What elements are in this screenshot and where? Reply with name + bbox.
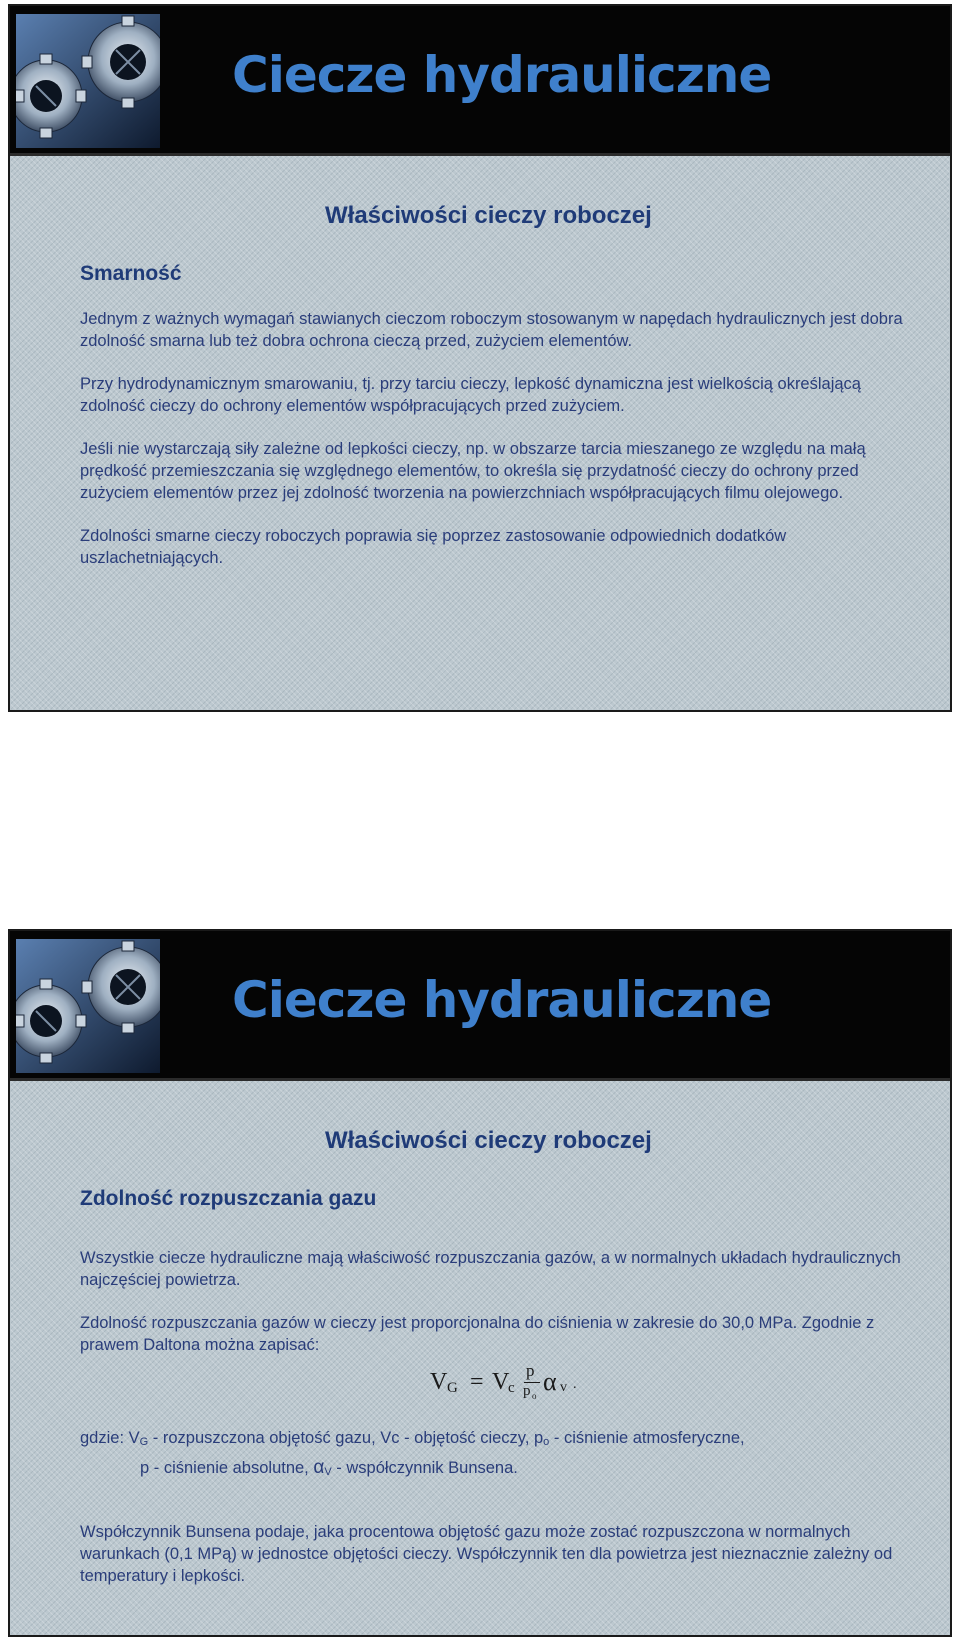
legend-alpha-sub: V <box>324 1466 332 1478</box>
slide-header <box>10 6 950 156</box>
legend-p: p - ciśnienie absolutne, <box>140 1459 314 1477</box>
formula-equals: = <box>470 1369 484 1395</box>
legend-vg-desc: - rozpuszczona objętość gazu, Vc - objętość cieczy, p <box>148 1429 544 1447</box>
paragraph: Wszystkie ciecze hydrauliczne mają właściwość rozpuszczania gazów, a w normalnych układach hydraulicznych najczęściej powietrza. <box>80 1249 901 1289</box>
legend-alpha-desc: - współczynnik Bunsena. <box>331 1459 518 1477</box>
slide-subtitle: Właściwości cieczy roboczej <box>325 202 652 229</box>
slide-header <box>10 931 950 1081</box>
section-heading: Smarność <box>80 262 182 285</box>
paragraph: Jeśli nie wystarczają siły zależne od lepkości cieczy, np. w obszarze tarcia mieszanego ze względu na małą prędkość przemieszczania się względnego elementów, to określa się przydatność cieczy do ochrony przed zużyciem elementów przez jej zdolność tworzenia na powierzchniach współpracujących filmu olejowego. <box>80 440 866 502</box>
formula-alpha-sub: v <box>560 1380 567 1395</box>
gear-logo-icon <box>16 939 160 1073</box>
paragraph: Zdolność rozpuszczania gazów w cieczy jest proporcjonalna do ciśnienia w zakresie do 30,0 MPa. Zgodnie z prawem Daltona można zapisać: <box>80 1314 875 1354</box>
formula-denominator: p <box>523 1383 531 1399</box>
dalton-formula <box>430 1363 630 1413</box>
legend-intro: gdzie: <box>80 1429 129 1447</box>
body-text <box>80 308 920 590</box>
legend-line-2 <box>80 1455 920 1485</box>
paragraph: Współczynnik Bunsena podaje, jaka procentowa objętość gazu może zostać rozpuszczona w normalnych warunkach (0,1 MPą) w jednostce objętości cieczy. Współczynnik ten dla powietrza jest nieznacznie zależny od temperatury i lepkości. <box>80 1523 893 1585</box>
slide-title: Ciecze hydrauliczne <box>232 46 772 104</box>
slide-title: Ciecze hydrauliczne <box>232 971 772 1029</box>
paragraph: Przy hydrodynamicznym smarowaniu, tj. przy tarciu cieczy, lepkość dynamiczna jest wielkością określającą zdolność cieczy do ochrony elementów współpracujących przed zużyciem. <box>80 375 861 415</box>
slide-2 <box>8 929 952 1637</box>
formula-denominator-sub: o <box>532 1391 537 1401</box>
section-heading: Zdolność rozpuszczania gazu <box>80 1187 377 1210</box>
body-text <box>80 1521 920 1608</box>
formula-numerator: p <box>526 1361 535 1380</box>
legend-line-1 <box>80 1425 920 1455</box>
legend-vg-sub: G <box>139 1436 149 1448</box>
gear-logo-icon <box>16 14 160 148</box>
slide-subtitle: Właściwości cieczy roboczej <box>325 1127 652 1154</box>
formula-vc-sub: c <box>508 1380 515 1396</box>
formula-lhs-sub: G <box>447 1380 458 1396</box>
formula-vc: V <box>492 1369 510 1395</box>
formula-alpha: α <box>543 1367 557 1396</box>
slide-1 <box>8 4 952 712</box>
formula-legend <box>80 1425 920 1485</box>
formula-period: . <box>573 1377 577 1392</box>
paragraph: Zdolności smarne cieczy roboczych poprawia się poprzez zastosowanie odpowiednich dodatków uszlachetniających. <box>80 527 787 567</box>
formula-lhs: V <box>430 1369 448 1395</box>
body-text <box>80 1247 920 1377</box>
paragraph: Jednym z ważnych wymagań stawianych cieczom roboczym stosowanym w napędach hydraulicznych jest dobra zdolność smarna lub też dobra ochrona cieczą przed, zużyciem elementów. <box>80 310 903 350</box>
legend-po-desc: - ciśnienie atmosferyczne, <box>549 1429 745 1447</box>
legend-alpha: α <box>313 1457 325 1478</box>
legend-po-sub: o <box>543 1436 550 1448</box>
legend-vg: V <box>128 1429 140 1447</box>
